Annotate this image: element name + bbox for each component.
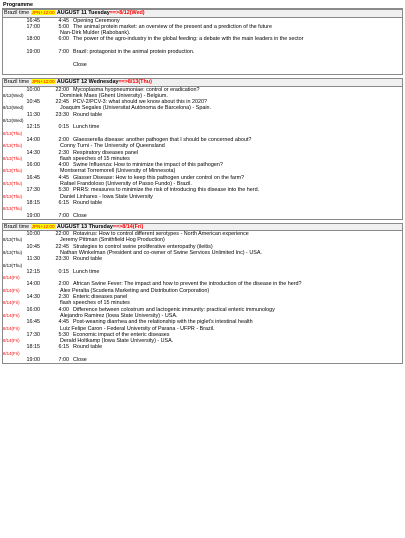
programme-page bbox=[2, 2, 403, 364]
brazil-time-label: Brazil time bbox=[4, 10, 31, 17]
session-row bbox=[3, 357, 402, 363]
jpn-time: 6:15 bbox=[58, 199, 69, 206]
jpn-date-label: 8/14(Fri) bbox=[3, 338, 20, 344]
speaker: Montserrat Torremorell (University of Minnesota) bbox=[60, 168, 176, 175]
session-title: Glaesserella disease: another pathogen that I should be concerned about? bbox=[73, 136, 252, 143]
jpn-time: 23:30 bbox=[55, 256, 69, 263]
jpn-date-label: 8/14(Fri) bbox=[3, 325, 20, 331]
jpn-date-label: 8/13(Thu) bbox=[3, 206, 23, 212]
jpn-date-label: 8/13(Thu) bbox=[3, 262, 23, 268]
session-title: Round table bbox=[73, 344, 103, 351]
brazil-time: 18:00 bbox=[26, 36, 40, 43]
jpn-time: 5:00 bbox=[58, 23, 69, 30]
session-title: Lunch time bbox=[73, 268, 100, 275]
session-row bbox=[3, 213, 402, 219]
brazil-time bbox=[3, 62, 52, 68]
jpn-date-label: 8/12(Wed) bbox=[3, 105, 24, 111]
day-date: AUGUST 13 Thursday bbox=[55, 223, 113, 230]
jpn-date-label: 8/13(Thu) bbox=[3, 181, 23, 187]
jpn-date-label: 8/13(Thu) bbox=[3, 237, 23, 243]
session-title: PRRS: measures to minimize the risk of introducing this disease into the herd. bbox=[73, 187, 260, 194]
session-title: The animal protein market: an overview of the present and a prediction of the future bbox=[73, 23, 272, 30]
brazil-time: 19:00 bbox=[26, 212, 40, 219]
session-title: Enteric diseases panel bbox=[73, 294, 128, 301]
session-title: Brazil: protagonist in the animal protein production. bbox=[73, 49, 195, 56]
session-title: Economic impact of the enteric diseases bbox=[73, 331, 170, 338]
brazil-time: 16:00 bbox=[26, 306, 40, 313]
jpn-time: 4:45 bbox=[58, 17, 69, 24]
brazil-time-label: Brazil time bbox=[4, 223, 31, 230]
jpn-time: 6:00 bbox=[58, 36, 69, 43]
brazil-time: 12:15 bbox=[26, 268, 40, 275]
session-title: Swine Influenza: How to minimize the impact of this pathogen? bbox=[73, 162, 223, 169]
jpn-time: 0:15 bbox=[58, 268, 69, 275]
jpn-time: 22:45 bbox=[55, 99, 69, 106]
brazil-time: 10:45 bbox=[26, 243, 40, 250]
speaker: Rafael Frandoloso (University of Passo Fundo) - Brazil. bbox=[60, 181, 192, 188]
speaker: Conny Turni - The University of Queensland bbox=[60, 143, 165, 150]
brazil-time: 14:00 bbox=[26, 136, 40, 143]
session-title: Close bbox=[73, 357, 87, 364]
programme-sections bbox=[2, 9, 403, 364]
brazil-time: 16:45 bbox=[26, 17, 40, 24]
session-title: Round table bbox=[73, 199, 103, 206]
session-title: Close bbox=[73, 212, 87, 219]
brazil-time: 17:30 bbox=[26, 331, 40, 338]
session-row bbox=[3, 36, 402, 42]
brazil-time: 16:00 bbox=[26, 162, 40, 169]
jpn-time: 4:45 bbox=[58, 319, 69, 326]
day-date: AUGUST 12 Wednesday bbox=[55, 79, 119, 86]
session-title: Glasser Disease: How to keep this pathogen under control on the farm? bbox=[73, 174, 245, 181]
session-title: Difference between colostrum and lactogenic immunity: practical enteric immunology bbox=[73, 306, 275, 313]
jpn-time: 4:00 bbox=[58, 306, 69, 313]
speaker: Nan-Dirk Mulder (Rabobank). bbox=[60, 30, 131, 37]
session-row bbox=[3, 49, 402, 55]
jpn-day-date: ==>8/14(Fri) bbox=[112, 223, 144, 230]
jpn-time: 22:45 bbox=[55, 243, 69, 250]
session-row bbox=[3, 62, 402, 68]
jpn-time: 7:00 bbox=[58, 357, 69, 364]
speaker: Jeremy Pittman (Smithfield Hog Production) bbox=[60, 237, 165, 244]
jpn-time: 7:00 bbox=[58, 212, 69, 219]
brazil-time: 10:00 bbox=[26, 86, 40, 93]
jpn-day-date: ==>8/13(Thu) bbox=[118, 79, 152, 86]
day-header bbox=[3, 224, 402, 231]
session-title: PCV-2/PCV-3: what should we know about this in 2020? bbox=[73, 99, 207, 106]
jpn-date-label: 8/12(Wed) bbox=[3, 92, 24, 98]
jpn-date-label: 8/13(Thu) bbox=[3, 143, 23, 149]
jpn-date-label: 8/14(Fri) bbox=[3, 300, 20, 306]
jpn-time: 5:30 bbox=[58, 331, 69, 338]
day-section bbox=[2, 9, 403, 75]
brazil-time: 19:00 bbox=[26, 49, 40, 56]
session-title: Rotavirus: How to control different serotypes - North American experience bbox=[73, 231, 249, 238]
brazil-time: 11:30 bbox=[26, 111, 40, 118]
jpn-time: 22:00 bbox=[55, 231, 69, 238]
jpn-time: 4:00 bbox=[58, 162, 69, 169]
session-title: Strategies to control swine proliferative enteropathy (ileitis) bbox=[73, 243, 213, 250]
speaker: Dominiek Maes (Ghent University) - Belgium. bbox=[60, 92, 168, 99]
jpn-time: 2:30 bbox=[58, 294, 69, 301]
day-section bbox=[2, 223, 403, 365]
session-title: Round table bbox=[73, 111, 103, 118]
day-date: AUGUST 11 Tuesday bbox=[55, 10, 110, 17]
brazil-time: 19:00 bbox=[26, 357, 40, 364]
jpn-time: 23:30 bbox=[55, 111, 69, 118]
jpn-offset-badge: JPN+12:00 bbox=[31, 10, 55, 16]
jpn-time: 4:45 bbox=[58, 174, 69, 181]
jpn-time: 2:00 bbox=[58, 281, 69, 288]
speaker: Joaquim Segales (Universitat Autònoma de Barcelona) - Spain. bbox=[60, 105, 212, 112]
jpn-date-label: 8/14(Fri) bbox=[3, 275, 20, 281]
session-title: Mycoplasma hyopneumoniae: control or eradication? bbox=[73, 86, 200, 93]
jpn-date-label: 8/13(Thu) bbox=[3, 249, 23, 255]
brazil-time: 10:00 bbox=[26, 231, 40, 238]
jpn-day-date: ==>8/12(Wed) bbox=[109, 10, 145, 17]
session-title: Opening Ceremony bbox=[73, 17, 120, 24]
jpn-date-label: 8/13(Thu) bbox=[3, 168, 23, 174]
speaker: Daniel Linhares - Iowa State University bbox=[60, 193, 153, 200]
jpn-offset-badge: JPN+12:00 bbox=[31, 223, 55, 229]
day-header bbox=[3, 10, 402, 17]
brazil-time: 17:00 bbox=[26, 23, 40, 30]
speaker: Alex Peralta (Scuderia Marketing and Distribution Corporation) bbox=[60, 287, 210, 294]
jpn-time: 0:15 bbox=[58, 124, 69, 131]
jpn-date-label: 8/13(Thu) bbox=[3, 193, 23, 199]
speaker: Alejandro Ramirez (Iowa State University) - USA. bbox=[60, 312, 178, 319]
brazil-time: 14:30 bbox=[26, 294, 40, 301]
session-title: Post-weaning diarrhea and the relationship with the piglet's intestinal health bbox=[73, 319, 253, 326]
brazil-time: 18:15 bbox=[26, 199, 40, 206]
jpn-time: 2:30 bbox=[58, 149, 69, 156]
jpn-time bbox=[52, 62, 73, 68]
jpn-date-label: 8/12(Wed) bbox=[3, 118, 24, 124]
jpn-date-label: 8/13(Thu) bbox=[3, 130, 23, 136]
jpn-date-label: 8/14(Fri) bbox=[3, 350, 20, 356]
brazil-time: 16:45 bbox=[26, 174, 40, 181]
session-title: Respiratory diseases panel bbox=[73, 149, 139, 156]
session-title: Round table bbox=[73, 256, 103, 263]
brazil-time: 17:30 bbox=[26, 187, 40, 194]
session-title: African Swine Fever: The impact and how to prevent the introduction of the disease in the herd? bbox=[73, 281, 302, 288]
day-section bbox=[2, 78, 403, 220]
brazil-time: 11:30 bbox=[26, 256, 40, 263]
spacer bbox=[3, 68, 402, 74]
jpn-date-label: 8/14(Fri) bbox=[3, 287, 20, 293]
jpn-offset-badge: JPN+12:00 bbox=[31, 79, 55, 85]
jpn-time: 7:00 bbox=[58, 49, 69, 56]
speaker: Derald Holtkamp (Iowa State University) - USA. bbox=[60, 338, 174, 345]
brazil-time: 18:15 bbox=[26, 344, 40, 351]
jpn-time: 2:00 bbox=[58, 136, 69, 143]
brazil-time: 12:15 bbox=[26, 124, 40, 131]
brazil-time: 10:45 bbox=[26, 99, 40, 106]
speaker: flash speeches of 15 minutes bbox=[60, 300, 130, 307]
speaker: flash speeches of 15 minutes bbox=[60, 155, 130, 162]
day-header bbox=[3, 79, 402, 86]
speaker: Nathan Winkelman (President and co-owner of Swine Services Unlimited Inc) - USA. bbox=[60, 249, 262, 256]
brazil-time: 14:30 bbox=[26, 149, 40, 156]
session-title: Close bbox=[73, 61, 87, 68]
jpn-time: 6:15 bbox=[58, 344, 69, 351]
jpn-time: 22:00 bbox=[55, 86, 69, 93]
jpn-date-label: 8/14(Fri) bbox=[3, 312, 20, 318]
session-title: The power of the agro-industry in the global feeding: a debate with the main leaders in the sector bbox=[73, 36, 304, 43]
session-title: Lunch time bbox=[73, 124, 100, 131]
programme-title: Programme bbox=[2, 2, 403, 9]
jpn-time: 5:30 bbox=[58, 187, 69, 194]
speaker: Luiz Felipe Caron - Federal University of Parana - UFPR - Brazil. bbox=[60, 325, 215, 332]
brazil-time: 14:00 bbox=[26, 281, 40, 288]
brazil-time-label: Brazil time bbox=[4, 79, 31, 86]
brazil-time: 16:45 bbox=[26, 319, 40, 326]
jpn-date-label: 8/13(Thu) bbox=[3, 155, 23, 161]
